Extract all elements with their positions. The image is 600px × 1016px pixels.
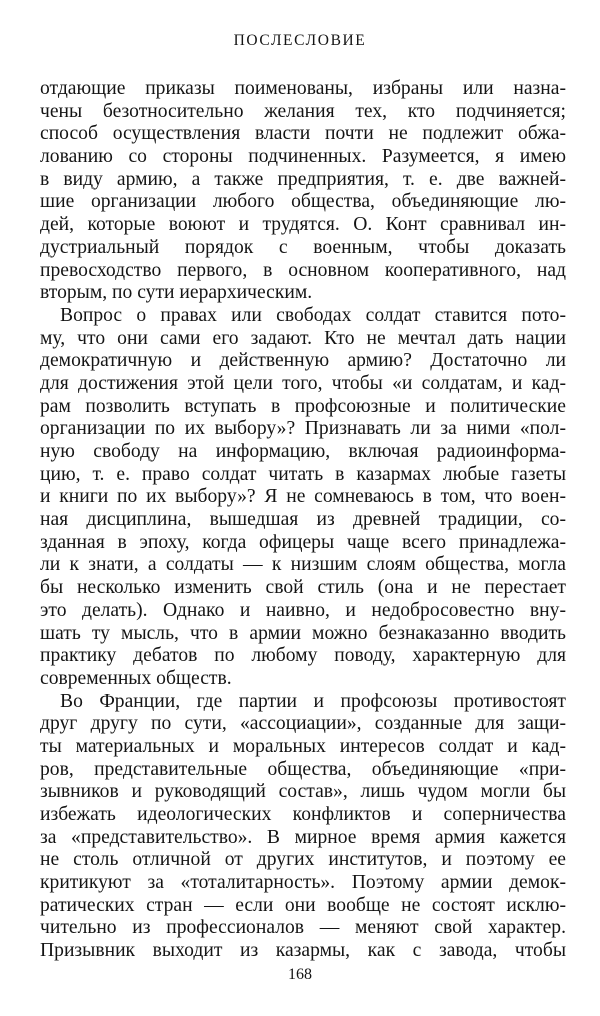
text-line: ная дисциплина, вышедшая из древней традиции, со- [40, 509, 566, 531]
text-line: чительно из профессионалов — меняют свой характер. [40, 917, 566, 939]
text-line: ты материальных и моральных интересов солдат и кад- [40, 735, 566, 757]
text-line: за «представительство». В мирное время армия кажется [40, 826, 566, 848]
paragraph [40, 305, 566, 691]
text-line: Вопрос о правах или свободах солдат ставится пото- [60, 304, 566, 326]
paragraph [40, 78, 566, 305]
text-line: бы несколько изменить свой стиль (она и не перестает [40, 577, 566, 599]
text-line: не столь отличной от других институтов, и поэтому ее [40, 849, 566, 871]
text-line: шать ту мысль, что в армии можно безнаказанно вводить [40, 622, 566, 644]
text-line: ли к знати, а солдаты — к низшим слоям общества, могла [40, 554, 566, 576]
text-line: шие организации любого общества, объединяющие лю- [40, 191, 566, 213]
text-line: зывников и руководящий состав», лишь чудом могли бы [40, 781, 566, 803]
text-line: для достижения этой цели того, чтобы «и солдатам, и кад- [40, 372, 566, 394]
text-line: способ осуществления власти почти не подлежит обжа- [40, 123, 566, 145]
page-number: 168 [288, 966, 312, 983]
text-line: ратических стран — если они вообще не состоят исклю- [40, 894, 566, 916]
text-line: вторым, по сути иерархическим. [40, 282, 313, 304]
text-line: превосходство первого, в основном кооперативного, над [40, 259, 566, 281]
text-line: Во Франции, где партии и профсоюзы противостоят [60, 690, 566, 712]
running-head: ПОСЛЕСЛОВИЕ [233, 32, 367, 49]
text-line: избежать идеологических конфликтов и соперничества [40, 804, 566, 825]
text-line: дустриальный порядок с военным, чтобы доказать [40, 236, 566, 258]
text-line: это делать). Однако и наивно, и недобросовестно вну- [40, 599, 566, 621]
text-line: современных обществ. [40, 667, 232, 689]
text-line: Призывник выходит из казармы, как с завода, чтобы [40, 940, 566, 962]
text-line: дей, которые воюют и трудятся. О. Конт сравнивал ин- [40, 214, 566, 236]
text-line: ров, представительные общества, объединяющие «при- [40, 758, 566, 780]
text-line: рам позволить вступать в профсоюзные и политические [40, 395, 566, 417]
body-text [40, 78, 566, 963]
text-line: друг другу по сути, «ассоциации», созданные для защи- [40, 713, 566, 735]
text-line: чены безотносительно желания тех, кто подчиняется; [40, 100, 566, 122]
text-line: му, что они сами его задают. Кто не мечтал дать нации [40, 327, 566, 349]
paragraph [40, 691, 566, 963]
text-line: организации по их выбору»? Признавать ли за ними «пол- [40, 418, 566, 440]
text-line: цию, т. е. право солдат читать в казармах любые газеты [40, 463, 566, 485]
text-line: ную свободу на информацию, включая радиоинформа- [40, 441, 566, 462]
text-line: в виду армию, а также предприятия, т. е. две важней- [40, 168, 566, 190]
text-line: и книги по их выбору»? Я не сомневаюсь в том, что воен- [40, 486, 566, 508]
text-line: лованию со стороны подчиненных. Разумеется, я имею [40, 146, 566, 168]
text-line: демократичную и действенную армию? Достаточно ли [40, 350, 566, 372]
text-line: практику дебатов по любому поводу, характерную для [40, 645, 566, 667]
text-line: критикуют за «тоталитарность». Поэтому армии демок- [40, 872, 566, 894]
text-line: зданная в эпоху, когда офицеры чаще всего принадлежа- [40, 531, 566, 553]
text-line: отдающие приказы поименованы, избраны или назна- [40, 78, 566, 99]
